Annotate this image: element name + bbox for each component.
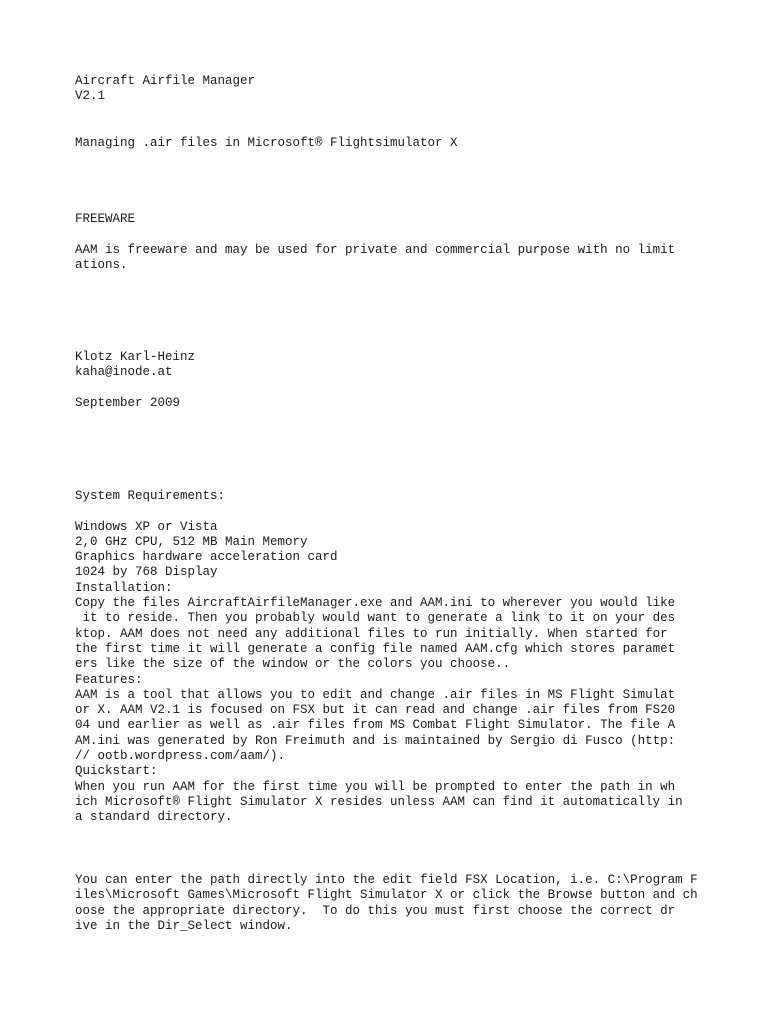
text-line: Installation:	[75, 580, 173, 595]
tagline-block	[75, 136, 458, 151]
title-block	[75, 74, 255, 105]
text-line: AM.ini was generated by Ron Freimuth and is maintained by Sergio di Fusco (http:	[75, 733, 676, 748]
text-line: AAM is a tool that allows you to edit and change .air files in MS Flight Simulat	[75, 687, 676, 702]
author-name: Klotz Karl-Heinz	[75, 350, 196, 364]
text-line: ich Microsoft® Flight Simulator X resides unless AAM can find it automatically in	[75, 794, 683, 809]
author-email: kaha@inode.at	[75, 365, 173, 380]
author-section	[75, 350, 195, 411]
text-line: 2,0 GHz CPU, 512 MB Main Memory	[75, 534, 308, 549]
text-line: Features:	[75, 672, 143, 687]
text-line: ers like the size of the window or the colors you choose..	[75, 657, 511, 672]
tagline: Managing .air files in Microsoft® Flightsimulator X	[75, 136, 458, 150]
text-line: System Requirements:	[75, 489, 226, 503]
freeware-section	[75, 212, 675, 273]
text-line: 04 und earlier as well as .air files from MS Combat Flight Simulator. The file A	[75, 718, 676, 733]
text-line: 1024 by 768 Display	[75, 565, 218, 580]
text-line: it to reside. Then you probably would want to generate a link to it on your des	[75, 611, 676, 626]
text-line: Quickstart:	[75, 764, 158, 779]
freeware-line: ations.	[75, 257, 128, 272]
version: V2.1	[75, 89, 106, 104]
text-line: or X. AAM V2.1 is focused on FSX but it can read and change .air files from FS20	[75, 703, 676, 718]
text-line: When you run AAM for the first time you will be prompted to enter the path in wh	[75, 779, 676, 794]
text-line: // ootb.wordpress.com/aam/).	[75, 749, 286, 764]
text-line: Copy the files AircraftAirfileManager.exe and AAM.ini to wherever you would like	[75, 596, 676, 611]
app-name: Aircraft Airfile Manager	[75, 74, 256, 88]
text-line: the first time it will generate a config file named AAM.cfg which stores paramet	[75, 641, 676, 656]
text-line: iles\Microsoft Games\Microsoft Flight Simulator X or click the Browse button and ch	[75, 888, 698, 903]
text-line: oose the appropriate directory. To do this you must first choose the correct dr	[75, 903, 676, 918]
text-line: ive in the Dir_Select window.	[75, 918, 293, 933]
text-line: ktop. AAM does not need any additional files to run initially. When started for	[75, 626, 668, 641]
text-line: Windows XP or Vista	[75, 519, 218, 534]
main-text	[75, 489, 683, 826]
text-line: You can enter the path directly into the edit field FSX Location, i.e. C:\Program F	[75, 873, 698, 887]
author-date: September 2009	[75, 395, 181, 410]
freeware-line: AAM is freeware and may be used for private and commercial purpose with no limit	[75, 242, 676, 257]
text-line: a standard directory.	[75, 810, 233, 825]
text-line: Graphics hardware acceleration card	[75, 550, 338, 565]
quickstart-continued	[75, 873, 698, 934]
freeware-heading: FREEWARE	[75, 212, 136, 226]
text-line	[75, 504, 683, 519]
